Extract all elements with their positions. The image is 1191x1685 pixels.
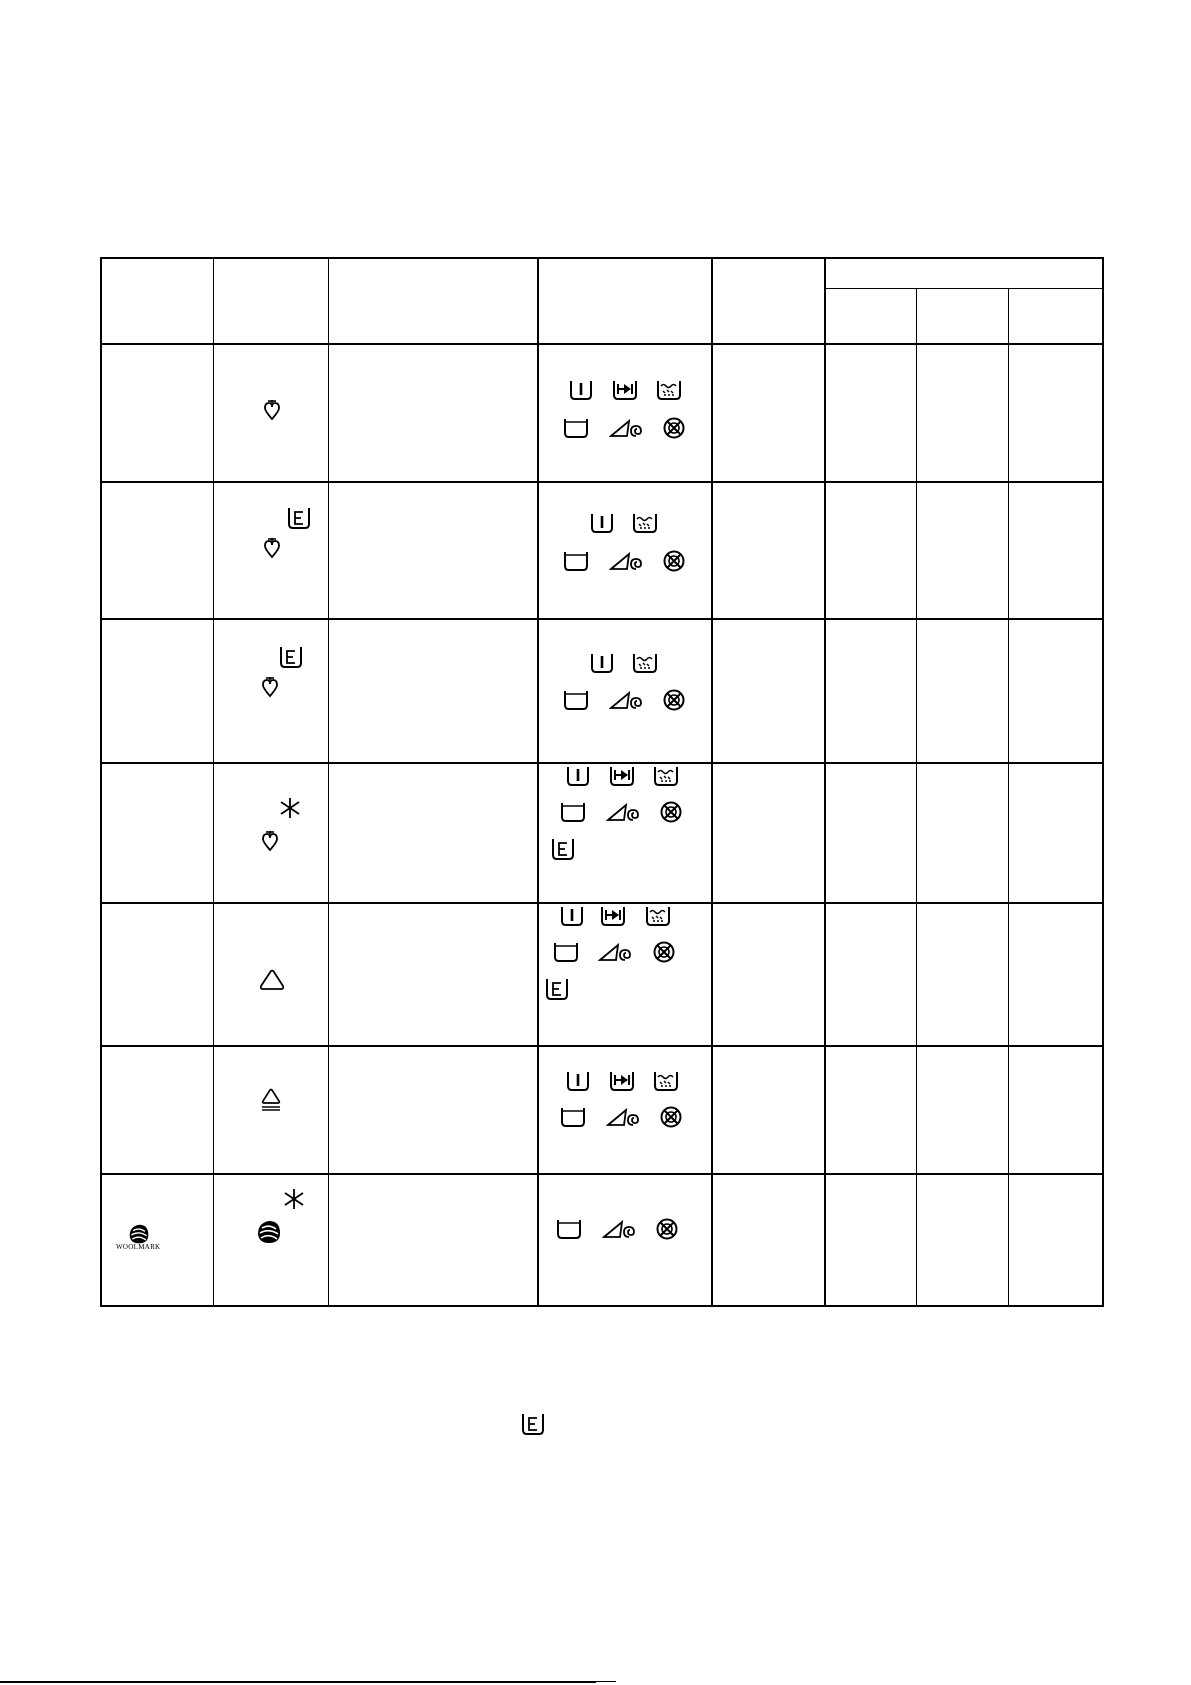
table-rule xyxy=(537,257,539,1307)
spin-reduction-icon xyxy=(606,802,642,822)
table-rule xyxy=(100,902,1103,904)
table-rule xyxy=(100,762,1103,764)
no-spin-icon xyxy=(655,1217,679,1241)
prewash-icon xyxy=(566,1071,590,1091)
table-rule xyxy=(100,343,1103,345)
woolmark-logo-icon xyxy=(128,1223,150,1245)
stain-tub-icon xyxy=(556,1219,582,1239)
spin-reduction-icon xyxy=(609,690,645,710)
eco-icon xyxy=(279,646,303,668)
rinse-plus-icon xyxy=(645,906,671,926)
cotton-flower-icon xyxy=(260,830,280,852)
table-rule xyxy=(328,257,329,1307)
prewash-icon xyxy=(590,653,614,673)
spin-reduction-icon xyxy=(606,1107,642,1127)
rinse-plus-icon xyxy=(632,513,658,533)
table-rule xyxy=(213,257,214,1307)
spin-reduction-icon xyxy=(598,942,634,962)
no-spin-icon xyxy=(659,800,683,824)
stain-tub-icon xyxy=(563,551,589,571)
table-rule xyxy=(824,257,826,1307)
table-rule xyxy=(100,1173,1103,1175)
table-rule xyxy=(100,257,102,1307)
eco-icon xyxy=(287,507,311,529)
synthetics-icon xyxy=(259,969,285,991)
woolmark-label: WOOLMARK xyxy=(116,1243,161,1251)
intensive-icon xyxy=(609,766,635,786)
page-bottom-rule xyxy=(596,1681,616,1682)
no-spin-icon xyxy=(659,1105,683,1129)
table-rule xyxy=(916,288,917,1307)
quick-asterisk-icon xyxy=(283,1188,305,1210)
cotton-flower-icon xyxy=(262,399,282,421)
table-rule xyxy=(100,1305,1103,1307)
stain-tub-icon xyxy=(563,690,589,710)
intensive-icon xyxy=(612,380,638,400)
prewash-icon xyxy=(566,766,590,786)
table-rule xyxy=(711,257,713,1307)
cotton-flower-icon xyxy=(262,537,282,559)
table-rule xyxy=(824,288,1103,289)
stain-tub-icon xyxy=(560,802,586,822)
quick-asterisk-icon xyxy=(279,797,301,819)
rinse-plus-icon xyxy=(656,380,682,400)
no-spin-icon xyxy=(662,688,686,712)
spin-reduction-icon xyxy=(609,418,645,438)
rinse-plus-icon xyxy=(653,766,679,786)
table-rule xyxy=(100,257,1103,259)
spin-reduction-icon xyxy=(609,551,645,571)
stain-tub-icon xyxy=(553,942,579,962)
table-rule xyxy=(100,481,1103,483)
intensive-icon xyxy=(600,906,626,926)
intensive-icon xyxy=(609,1071,635,1091)
delicates-icon xyxy=(260,1088,282,1112)
table-rule xyxy=(100,618,1103,620)
page-bottom-rule xyxy=(0,1681,596,1683)
stain-tub-icon xyxy=(560,1107,586,1127)
eco-icon xyxy=(545,978,569,1000)
eco-icon xyxy=(521,1413,545,1435)
rinse-plus-icon xyxy=(632,653,658,673)
cotton-flower-icon xyxy=(260,676,280,698)
prewash-icon xyxy=(590,513,614,533)
table-rule xyxy=(1102,257,1104,1307)
wool-skein-icon xyxy=(256,1219,282,1245)
no-spin-icon xyxy=(652,940,676,964)
eco-icon xyxy=(551,838,575,860)
no-spin-icon xyxy=(662,416,686,440)
no-spin-icon xyxy=(662,549,686,573)
stain-tub-icon xyxy=(563,418,589,438)
prewash-icon xyxy=(560,906,584,926)
spin-reduction-icon xyxy=(602,1219,638,1239)
prewash-icon xyxy=(569,380,593,400)
table-rule xyxy=(100,1045,1103,1047)
table-rule xyxy=(1008,288,1009,1307)
rinse-plus-icon xyxy=(653,1071,679,1091)
